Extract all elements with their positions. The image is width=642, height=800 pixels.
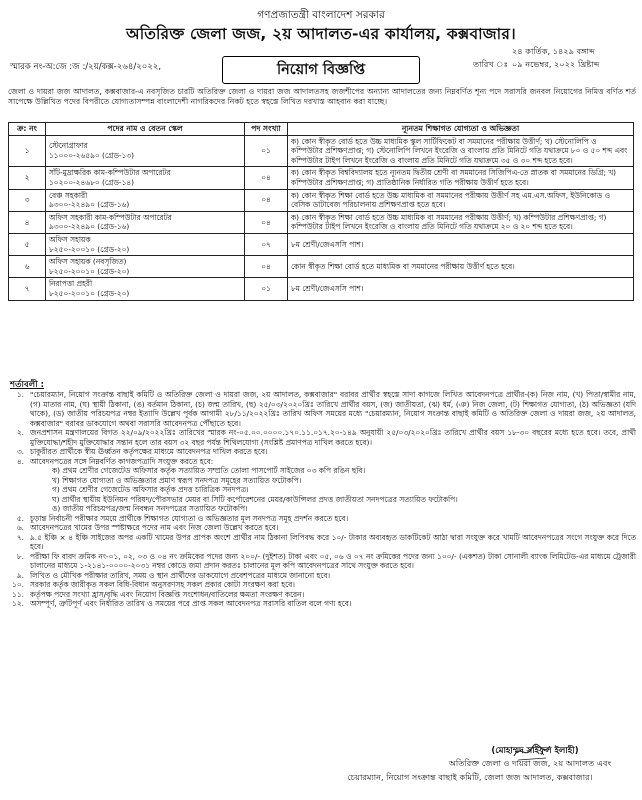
office-title: অতিরিক্ত জেলা জজ, ২য় আদালত-এর কার্যালয়, কক্সবাজার। bbox=[126, 25, 516, 43]
signatory-name: (মোহাম্মদ সাইফুল ইলাহী) bbox=[491, 746, 579, 756]
row-qualification: ৮ম শ্রেণী/জেএসসি পাশ। bbox=[288, 278, 634, 300]
header-post: পদের নাম ও বেতন স্কেল bbox=[46, 123, 245, 136]
table-row bbox=[9, 211, 634, 233]
row-serial: ৪ bbox=[9, 211, 46, 233]
row-count: ০৪ bbox=[245, 167, 288, 189]
term-item bbox=[8, 495, 636, 505]
term-number: ৫. bbox=[16, 513, 24, 523]
date-block bbox=[466, 46, 636, 72]
term-item bbox=[8, 466, 636, 476]
term-text: ক) প্রথম শ্রেণীর গেজেটেড অফিসার কর্তৃক সত্যায়িত সম্প্রতি তোলা পাসপোর্ট সাইজের ০৩ কপি রঙিন ছবি। bbox=[52, 466, 366, 475]
row-post bbox=[46, 211, 245, 233]
row-serial: ১ bbox=[9, 135, 46, 167]
term-number: ৭. bbox=[16, 532, 24, 542]
term-number: ১০. bbox=[12, 580, 24, 589]
term-text: "চেয়ারম্যান, নিয়োগ সংক্রান্ত বাছাই কমিটি ও অতিরিক্ত জেলা ও দায়রা জজ, ২য় আদালত, কক্সবাজার" বরাবর প্রার্থীর স্বহস্তে সাদা কাগজে লিখিত আবেদনপত্রে প্রার্থীর-(ক) নিজ নাম, (খ) পিতা/স্বামীর নাম, (গ) মাতার নাম, (ঘ) স্থায়ী ঠিকানা, (ঙ) বর্তমান ঠিকানা, (চ) জন্ম তারিখ, (ছ) ২৫/০৩/২০২০খ্রিঃ তারিখে প্রার্থীর বয়স, (জ) জাতীয়তা, (ঝ) ধর্ম, (ঞ) নিজ জেলা, (ট) শিক্ষাগত যোগ্যতা, (ঠ) অভিজ্ঞতা (যদি থাকে), (ড) জাতীয় পরিচয়পত্র নম্বর ইত্যাদি উল্লেখ পূর্বক আগামী ২৮/১১/২০২২খ্রিঃ তারিখ অফিস সময়ের মধ্যে "চেয়ারম্যান, নিয়োগ সংক্রান্ত বাছাই কমিটি ও অতিরিক্ত জেলা ও দায়রা জজ, ২য় আদালত, কক্সবাজার" বরাবর ডাকযোগে অথবা সরাসরি আবেদনপত্র পৌঁছাতে হবে। bbox=[30, 390, 636, 428]
term-item bbox=[8, 552, 636, 571]
posts-table bbox=[8, 122, 634, 301]
row-pay-scale: ৮২৫০-২০০১০ (গ্রেড-২০) bbox=[49, 266, 130, 276]
row-serial: ৭ bbox=[9, 278, 46, 300]
table-header-row bbox=[9, 123, 634, 136]
table-row bbox=[9, 233, 634, 255]
term-number: ১১. bbox=[12, 589, 24, 599]
signatory-title-2: চেয়ারম্যান, নিয়োগ সংক্রান্ত বাছাই কমিটি, জেলা জজ আদালত, কক্সবাজার। bbox=[347, 772, 593, 782]
row-post bbox=[46, 135, 245, 167]
term-text: জনপ্রশাসন মন্ত্রণালয়ের বিগত ২২/০৯/২০২২খ্রিঃ তারিখের স্মারক নং-০৫.০০.০০০০.১৭০.১১.০১৭.২০-১৪৯ অনুযায়ী ২৫/০৩/২০২০খ্রিঃ তারিখে প্রার্থীর বয়স ১৮-৩০ বছরের মধ্যে হতে হবে। তবে, প্রার্থী মুক্তিযোদ্ধা/শহীদ মুক্তিযোদ্ধার সন্তান হলে তার বয়স ৩২ বছর পর্যন্ত শিথিলযোগ্য (সংশ্লিষ্ট প্রমাণপত্র দাখিল করতে হবে)। bbox=[30, 428, 636, 447]
term-number bbox=[30, 504, 52, 514]
government-heading: গণপ্রজাতন্ত্রী বাংলাদেশ সরকার bbox=[257, 9, 385, 21]
header-count: পদ সংখ্যা bbox=[245, 123, 288, 136]
term-item bbox=[8, 590, 636, 600]
term-number: ৬. bbox=[16, 523, 24, 532]
term-text: লিখিত ও মৌখিক পরীক্ষার তারিখ, সময় ও স্থান প্রার্থীদের ডাকযোগে প্রবেশপত্রের মাধ্যমে জানানো হবে। bbox=[30, 570, 331, 580]
term-number bbox=[30, 485, 52, 495]
row-post bbox=[46, 189, 245, 211]
terms-title: শর্তাবলী : bbox=[10, 380, 45, 390]
term-text: অসম্পূর্ণ, ত্রুটিপূর্ণ এবং নির্ধারিত তারিখ ও সময়ের পরে প্রাপ্ত সকল আবেদনপত্র সরাসরি বাতিল বলে গণ্য হবে। bbox=[30, 599, 352, 608]
intro-paragraph: জেলা ও দায়রা জজ আদালত, কক্সবাজার-এ নবসৃজিত চারটি অতিরিক্ত জেলা ও দায়রা জজ আদালতসহ জজশীপের অন্যান্য আদালতের জন্য নিম্নবর্ণিত শূন্য পদে সরাসরি জনবল নিয়োগের নিমিত্ত বর্ণিত শর্ত সাপেক্ষে উল্লিখিত পদের বিপরীতে যোগ্যতাসম্পন্ন বাংলাদেশী নাগরিকদের নিকট হতে স্বহস্তে লিখিত দরখাস্ত আহবান করা যাচ্ছে। bbox=[8, 87, 636, 107]
term-text: ঙ) জাতীয় পরিচয়পত্র/জন্ম নিবন্ধন সনদপত্রের সত্যায়িত ফটোকপি। bbox=[52, 504, 248, 513]
term-number: ১২. bbox=[12, 599, 24, 608]
signatory-title-1: অতিরিক্ত জেলা ও দায়রা জজ, ২য় আদালত এবং bbox=[448, 758, 612, 768]
row-post-name: অফিস সহায়ক bbox=[49, 234, 91, 244]
term-text: সরকার কর্তৃক জারীকৃত সকল বিধি-বিধান অনুসরণসহ সকল প্রকার কোটা সংরক্ষণ করা হবে। bbox=[30, 580, 295, 589]
term-text: আবেদনপত্রের সঙ্গে নিম্নবর্ণিত কাগজপত্রাদি সংযুক্ত করতে হবে: bbox=[30, 456, 214, 466]
row-serial: ২ bbox=[9, 167, 46, 189]
term-number bbox=[30, 495, 52, 505]
table-row bbox=[9, 189, 634, 211]
row-serial: ৫ bbox=[9, 233, 46, 255]
row-qualification: ক) কোন স্বীকৃত শিক্ষা বোর্ড হতে উচ্চ মাধ্যমিক বা সমমানের পরীক্ষায় উত্তীর্ণ সহ এম.এস.অফিস, ইউনিকোড ও বেসিক ডাটাবেজ পরিচালনায় প্রশিক্ষণপ্রাপ্ত হতে হবে। bbox=[288, 189, 634, 211]
term-number: ৪. bbox=[16, 456, 24, 466]
term-item bbox=[8, 504, 636, 514]
header-qualification: ন্যূনতম শিক্ষাগত যোগ্যতা ও অভিজ্ঞতা bbox=[288, 123, 634, 136]
table-row bbox=[9, 278, 634, 300]
term-number: ৩. bbox=[16, 447, 24, 456]
term-number: ৯. bbox=[16, 570, 24, 580]
term-text: খ) শিক্ষাগত যোগ্যতা ও অভিজ্ঞতার প্রমাণ স্বরূপ সনদপত্র সমূহের সত্যায়িত ফটোকপি। bbox=[52, 475, 302, 485]
notice-title: নিয়োগ বিজ্ঞপ্তি bbox=[222, 56, 420, 84]
row-qualification: ক) কোন স্বীকৃত বিশ্ববিদ্যালয় হতে ন্যূনতম দ্বিতীয় শ্রেণী বা সমমানের সিজিপিএ-তে স্নাতক বা সমমানের ডিগ্রি; খ) কম্পিউটার প্রশিক্ষণপ্রাপ্ত; গ) প্রাতিষ্ঠানিক নির্ধারিত গতি পরীক্ষায় উত্তীর্ণ হতে হবে। bbox=[288, 167, 634, 189]
term-item bbox=[8, 571, 636, 581]
term-text: গ) প্রথম শ্রেণীর গেজেটেড অফিসার কর্তৃক প্রদত্ত চারিত্রিক সনদপত্র। bbox=[52, 485, 249, 494]
row-qualification: ক) কোন স্বীকৃত বোর্ড হতে উচ্চ মাধ্যমিক স্কুল সার্টিফিকেট বা সমমানের পরীক্ষায় উত্তীর্ণ; খ) স্টেনোলিপি ও কম্পিউটার প্রশিক্ষণপ্রাপ্ত; গ) স্টেনোলিপি লিখনে ইংরেজি ও বাংলায় প্রতি মিনিটে গতি যথাক্রমে ৮০ ও ৫০ শব্দ এবং কম্পিউটার টাইপ লিখনে ইংরেজি ও বাংলায় প্রতি মিনিটে গতি যথাক্রমে ৩৫ ও ৩০ শব্দ হতে হবে। bbox=[288, 135, 634, 167]
term-text: আবেদনপত্রের খামের উপর স্পষ্টাক্ষরে পদের নাম এবং নিজ জেলা উল্লেখ করতে হবে। bbox=[30, 523, 279, 532]
term-item bbox=[8, 447, 636, 457]
row-count: ০১ bbox=[245, 135, 288, 167]
row-pay-scale: ৮২৫০-২০০১০ (গ্রেড-২০) bbox=[49, 244, 130, 254]
row-count: ০৭ bbox=[245, 233, 288, 255]
row-count: ০১ bbox=[245, 278, 288, 300]
row-serial: ৩ bbox=[9, 189, 46, 211]
term-text: কর্তৃপক্ষ পদের সংখ্যা হ্রাস/বৃদ্ধি এবং নিয়োগ বিজ্ঞপ্তি সংশোধন/বাতিলের ক্ষমতা সংরক্ষণ করেন। bbox=[30, 589, 305, 599]
row-serial: ৬ bbox=[9, 256, 46, 278]
term-number bbox=[30, 466, 52, 476]
term-number: ১. bbox=[16, 390, 24, 399]
term-item bbox=[8, 523, 636, 533]
row-pay-scale: ১১০০০-২৬৫৯০ (গ্রেড-১৩) bbox=[49, 150, 135, 160]
term-number bbox=[30, 476, 52, 486]
header-serial: ক্র: নং bbox=[9, 123, 46, 136]
row-post bbox=[46, 278, 245, 300]
memo-number: স্মারক নং-অ:জে :জ :/২য়/কক্স-২৬৪/২০২২, bbox=[10, 62, 162, 72]
row-pay-scale: ৮২৫০-২০০১০ (গ্রেড-২০) bbox=[49, 288, 130, 298]
table-row bbox=[9, 256, 634, 278]
table-row bbox=[9, 135, 634, 167]
term-item bbox=[8, 390, 636, 428]
row-count: ০৪ bbox=[245, 189, 288, 211]
term-item bbox=[8, 428, 636, 447]
date-label: তারিখ ঃ bbox=[472, 59, 508, 69]
term-text: ঘ) প্রার্থীর স্থায়ীয় ইউনিয়ন পরিষদ/পৌরসভার মেয়র বা সিটি কর্পোরেশনের মেয়র/কাউন্সিলর প্রদত্ত জাতীয়তা সনদপত্রের সত্যায়িত ফটোকপি। bbox=[52, 494, 458, 504]
row-post-name: অফিস সহায়ক (নবসৃজিত) bbox=[49, 257, 127, 267]
terms-list bbox=[8, 390, 636, 609]
term-number: ২. bbox=[16, 428, 24, 437]
row-post bbox=[46, 167, 245, 189]
row-count: ০৪ bbox=[245, 211, 288, 233]
row-pay-scale: ১০২০০-২৪৬৮০ (গ্রেড-১৪) bbox=[49, 177, 135, 187]
row-qualification: ক) কোন স্বীকৃত শিক্ষা বোর্ড হতে উচ্চ মাধ্যমিক বা সমমানের পরীক্ষায় উত্তীর্ণ; খ) কম্পিউটার প্রশিক্ষণপ্রাপ্ত; গ) কম্পিউটার টাইপ লিখনে ইংরেজি ও বাংলায় প্রতি মিনিটে গতি যথাক্রমে ২০ ও ২০ শব্দ হতে হবে। bbox=[288, 211, 634, 233]
term-number: ৮. bbox=[16, 551, 24, 561]
row-post-name: অফিস সহকারী কাম-কম্পিউটার অপারেটর bbox=[49, 212, 172, 222]
term-item bbox=[8, 599, 636, 609]
row-post-name: নিরাপত্তা প্রহরী bbox=[49, 279, 93, 289]
term-item bbox=[8, 514, 636, 524]
row-qualification: ৮ম শ্রেণী/জেএসসি পাশ। bbox=[288, 233, 634, 255]
term-text: চাকুরীরত প্রার্থীকে স্বীয় ঊর্ধ্বতন কর্তৃপক্ষের মাধ্যমে আবেদনপত্র দাখিল করতে হবে। bbox=[30, 447, 268, 456]
term-text: চূড়ান্ত নির্বাচনী পরীক্ষার সময়ে প্রার্থীকে শিক্ষাগত যোগ্যতা ও অভিজ্ঞতার মূল সনদপত্র সমূহ প্রদর্শন করতে হবে। bbox=[30, 513, 349, 523]
term-item bbox=[8, 476, 636, 486]
term-text: পরীক্ষা ফি বাবদ ক্রমিক নং-০১, ০২, ০৩ ও ০৪ নং ক্রমিকের পদের জন্য ২০০/- (দুইশত) টাকা এবং ০৫, ০৬ ও ০৭ নং ক্রমিকের পদের জন্য ১০০/- (একশত) টাকা সোনালী ব্যাংক লিমিটেড-এর মাধ্যমে ট্রেজারী চালানের মাধ্যমে ১-২১৪১-০০০০-২০৩১ নম্বর কোডে জমা প্রদান করতঃ চালানের মূল কপি আবেদনপত্রের সাথে সংযুক্ত করতে হবে। bbox=[30, 551, 636, 570]
row-pay-scale: ৯৩০০-২২৪৯০ (গ্রেড-১৬) bbox=[49, 200, 130, 210]
row-post bbox=[46, 256, 245, 278]
term-text: ৯.৫ ইঞ্চি × ৪ ইঞ্চি সাইজের অপর একটি খামের উপর প্রাপক অংশে প্রার্থীর নাম ঠিকানা লিপিবদ্ধ করে ১০/- টাকার অব্যবহৃত ডাকটিকেট আঠা দ্বারা সংযুক্ত করে খামটি আবেদনপত্রের সংগে সংযুক্ত করে দিতে হবে। bbox=[30, 532, 636, 551]
term-item bbox=[8, 485, 636, 495]
date-english: ০৯ নভেম্বর, ২০২২ খ্রিষ্টাব্দ bbox=[512, 59, 600, 69]
row-pay-scale: ৯৩০০-২২৪৯০ (গ্রেড-১৬) bbox=[49, 222, 130, 232]
row-post-name: সাঁট-মুদ্রাক্ষরিক কাম-কম্পিউটার অপারেটর bbox=[49, 168, 171, 178]
row-post-name: বেঞ্চ সহকারী bbox=[49, 190, 88, 200]
term-item bbox=[8, 457, 636, 467]
row-qualification: কোন স্বীকৃত শিক্ষা বোর্ড হতে মাধ্যমিক বা সমমানের পরীক্ষায় উত্তীর্ণ হতে হবে। bbox=[288, 256, 634, 278]
term-item bbox=[8, 533, 636, 552]
term-item bbox=[8, 580, 636, 590]
date-bangla: ২৪ কার্তিক, ১৪২৯ বঙ্গাব্দ bbox=[512, 46, 595, 56]
row-count: ০৪ bbox=[245, 256, 288, 278]
row-post-name: স্টেনোগ্রাফার bbox=[49, 141, 88, 151]
row-post bbox=[46, 233, 245, 255]
table-row bbox=[9, 167, 634, 189]
